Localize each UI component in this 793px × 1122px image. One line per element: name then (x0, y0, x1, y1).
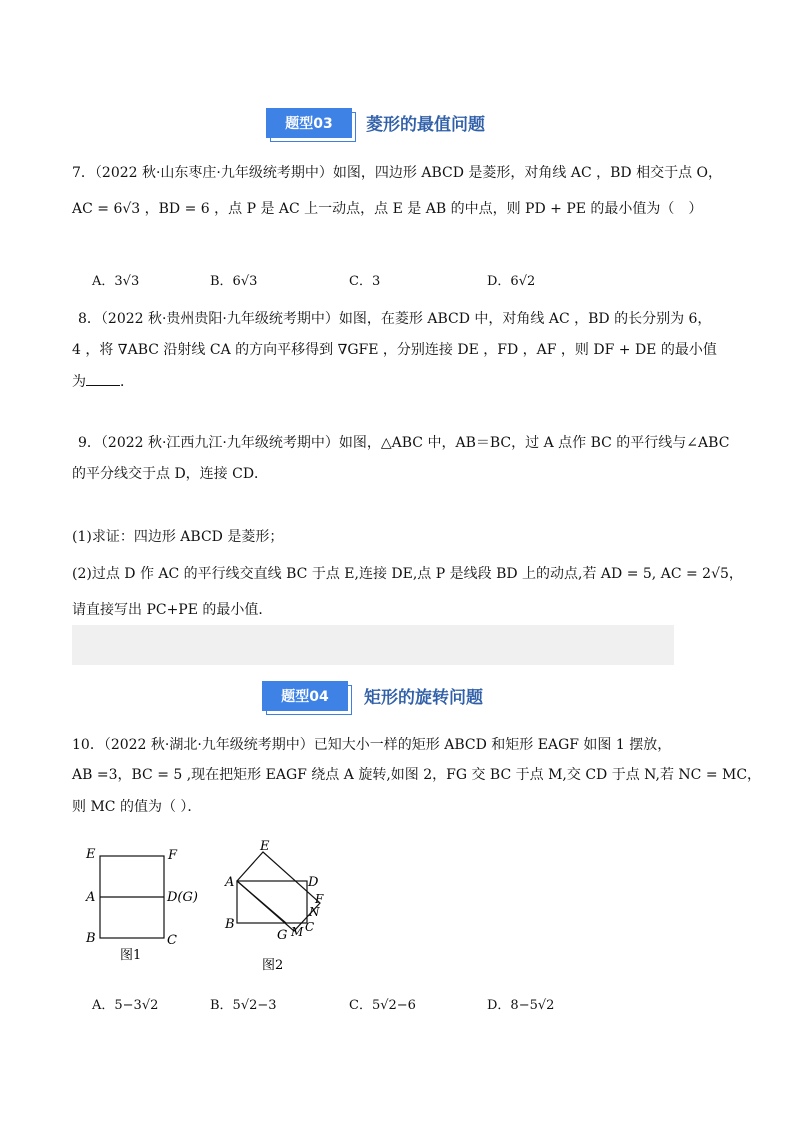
q8-line3 (72, 371, 134, 392)
q8-line2: 4 ，将 ∇ABC 沿射线 CA 的方向平移得到 ∇GFE ，分别连接 DE ，FD ，AF ，则 DF + DE 的最小值 (72, 342, 717, 358)
q9-line1: 9．（2022 秋·江西九江·九年级统考期中）如图，△ABC 中，AB＝BC，过 A 点作 BC 的平行线与∠ABC (78, 435, 730, 451)
fig1-label-a: A (86, 890, 96, 905)
q7-line1: 7．（2022 秋·山东枣庄·九年级统考期中）如图，四边形 ABCD 是菱形，对角线 AC ，BD 相交于点 O， (72, 165, 722, 181)
q9-part1: (1)求证：四边形 ABCD 是菱形； (72, 529, 284, 545)
q10-option-c: C．5√2−6 (349, 998, 416, 1013)
fig2-label-g: G (277, 928, 288, 943)
answer-blank (86, 371, 120, 386)
fig2-label-m: M (291, 925, 304, 939)
q8-line1: 8．（2022 秋·贵州贵阳·九年级统考期中）如图，在菱形 ABCD 中，对角线 AC ，BD 的长分别为 6， (78, 311, 712, 327)
fig2-label-b: B (225, 917, 235, 932)
q9-part2b: 请直接写出 PC+PE 的最小值． (72, 602, 273, 618)
q8-line3-end: ． (120, 374, 134, 390)
fig1-label-d: D(G) (167, 890, 198, 905)
section-badge-03 (266, 108, 352, 138)
section-title-04: 矩形的旋转问题 (364, 688, 483, 708)
fig2-label-e: E (260, 839, 270, 854)
fig1-caption: 图1 (120, 948, 142, 963)
fig2-label-d: D (308, 875, 319, 890)
q7-option-a: A．3√3 (92, 274, 140, 289)
q10-option-b: B．5√2−3 (210, 998, 277, 1013)
q10-line2: AB =3，BC = 5 ,现在把矩形 EAGF 绕点 A 旋转,如图 2，FG 交 BC 于点 M,交 CD 于点 N,若 NC = MC， (72, 767, 762, 783)
fig2-label-f: F (315, 892, 324, 906)
section-title-03: 菱形的最值问题 (366, 115, 485, 135)
section-badge-04 (262, 681, 348, 711)
fig2-label-a: A (225, 875, 235, 890)
fig1-label-f: F (168, 848, 178, 863)
fig2-segment (237, 881, 286, 923)
q7-option-d: D．6√2 (487, 274, 536, 289)
q7-option-c: C．3 (349, 274, 381, 289)
fig2-rectangle-abcd (237, 881, 307, 923)
q8-line3-text: 为 (72, 374, 86, 390)
q10-option-a: A．5−3√2 (92, 998, 159, 1013)
fig1-label-b: B (86, 931, 96, 946)
q7-option-b: B．6√3 (210, 274, 258, 289)
q10-option-d: D．8−5√2 (487, 998, 555, 1013)
q9-line2: 的平分线交于点 D，连接 CD． (72, 466, 269, 482)
fig2-label-n: N (309, 905, 320, 919)
q9-part2: (2)过点 D 作 AC 的平行线交直线 BC 于点 E,连接 DE,点 P 是线段 BD 上的动点,若 AD = 5, AC = 2√5， (72, 566, 743, 582)
fig1-label-c: C (167, 933, 177, 948)
q7-line2: AC = 6√3 ，BD = 6 ，点 P 是 AC 上一动点，点 E 是 AB 的中点，则 PD + PE 的最小值为（ ） (72, 201, 703, 217)
answer-area (72, 625, 674, 665)
badge-label: 题型04 (262, 681, 348, 711)
fig2-caption: 图2 (262, 958, 284, 973)
figure-2 (222, 836, 342, 976)
q10-line3: 则 MC 的值为（ ）． (72, 799, 202, 815)
fig1-label-e: E (86, 847, 96, 862)
q10-line1: 10．（2022 秋·湖北·九年级统考期中）已知大小一样的矩形 ABCD 和矩形 EAGF 如图 1 摆放， (72, 737, 672, 753)
badge-label: 题型03 (266, 108, 352, 138)
figure-1 (80, 840, 210, 965)
fig2-label-c: C (305, 920, 315, 934)
